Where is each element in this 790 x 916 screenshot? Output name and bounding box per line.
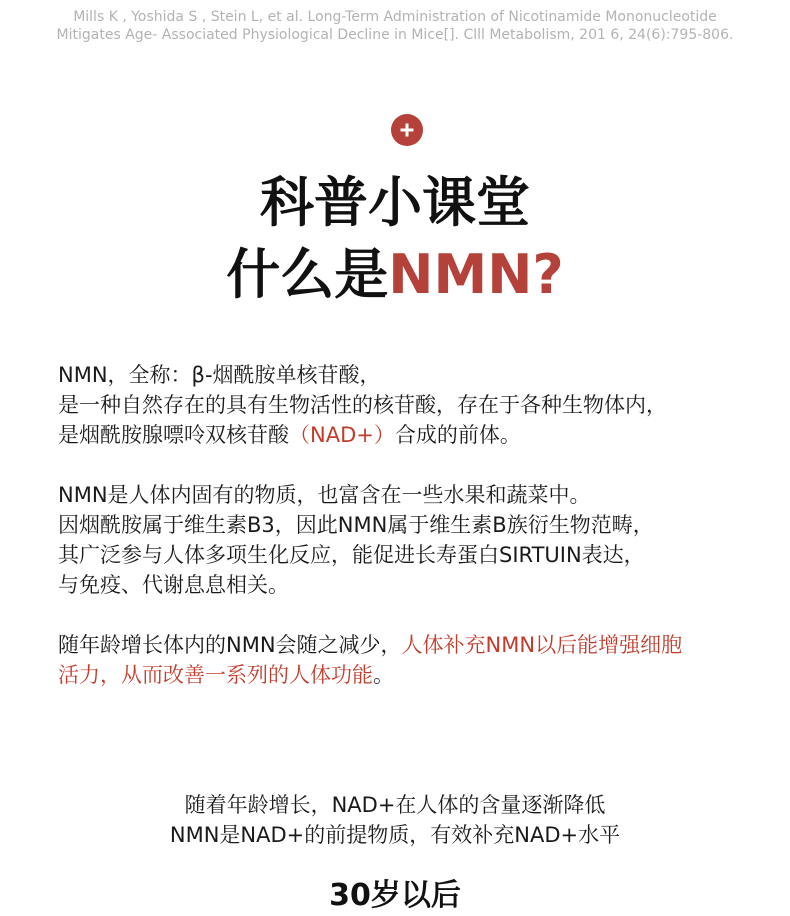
paragraph-sources	[58, 480, 778, 600]
paragraph-line: NMN，全称：β-烟酰胺单核苷酸，	[58, 363, 381, 387]
paragraph-line: 因烟酰胺属于维生素B3，因此NMN属于维生素B族衍生物范畴，	[58, 513, 654, 537]
text-segment: 合成的前体。	[394, 423, 521, 447]
paragraph-line	[58, 630, 778, 660]
summary-line-2: NMN是NAD+的前提物质，有效补充NAD+水平	[169, 823, 621, 847]
citation-line-2: Mitigates Age- Associated Physiological Decline in Mice[]. Clll Metabolism, 201 6, 24(6):795-806.	[56, 27, 734, 43]
title-accent-nmn: NMN?	[388, 243, 564, 306]
text-segment: 随年龄增长体内的NMN会随之减少，	[58, 633, 402, 657]
paragraph-definition	[58, 360, 778, 450]
highlight-nad: （NAD+）	[289, 423, 395, 447]
next-section-heading: 30岁以后	[329, 878, 461, 913]
text-segment: 。	[373, 663, 394, 687]
plus-icon	[399, 122, 415, 138]
title-prefix: 什么是	[226, 243, 389, 306]
text-segment: 是烟酰胺腺嘌呤双核苷酸	[58, 423, 289, 447]
citation-line-1: Mills K , Yoshida S , Stein L, et al. Long-Term Administration of Nicotinamide Mononucleotide	[73, 9, 717, 25]
paragraph-line	[58, 660, 778, 690]
paragraph-line: 是一种自然存在的具有生物活性的核苷酸，存在于各种生物体内，	[58, 393, 667, 417]
paragraph-line	[58, 420, 778, 450]
paragraph-line: 与免疫、代谢息息相关。	[58, 573, 289, 597]
page-title-line-1: 科普小课堂	[260, 171, 530, 234]
summary-block	[0, 790, 790, 850]
highlight-benefit: 人体补充NMN以后能增强细胞	[401, 633, 683, 657]
highlight-benefit: 活力，从而改善一系列的人体功能	[58, 663, 373, 687]
summary-line-1: 随着年龄增长，NAD+在人体的含量逐渐降低	[184, 793, 606, 817]
reference-citation	[0, 8, 790, 44]
paragraph-line: NMN是人体内固有的物质，也富含在一些水果和蔬菜中。	[58, 483, 591, 507]
paragraph-benefits	[58, 630, 778, 690]
paragraph-line: 其广泛参与人体多项生化反应，能促进长寿蛋白SIRTUIN表达，	[58, 543, 645, 567]
plus-badge	[391, 114, 423, 146]
page-title-line-2	[0, 244, 790, 306]
